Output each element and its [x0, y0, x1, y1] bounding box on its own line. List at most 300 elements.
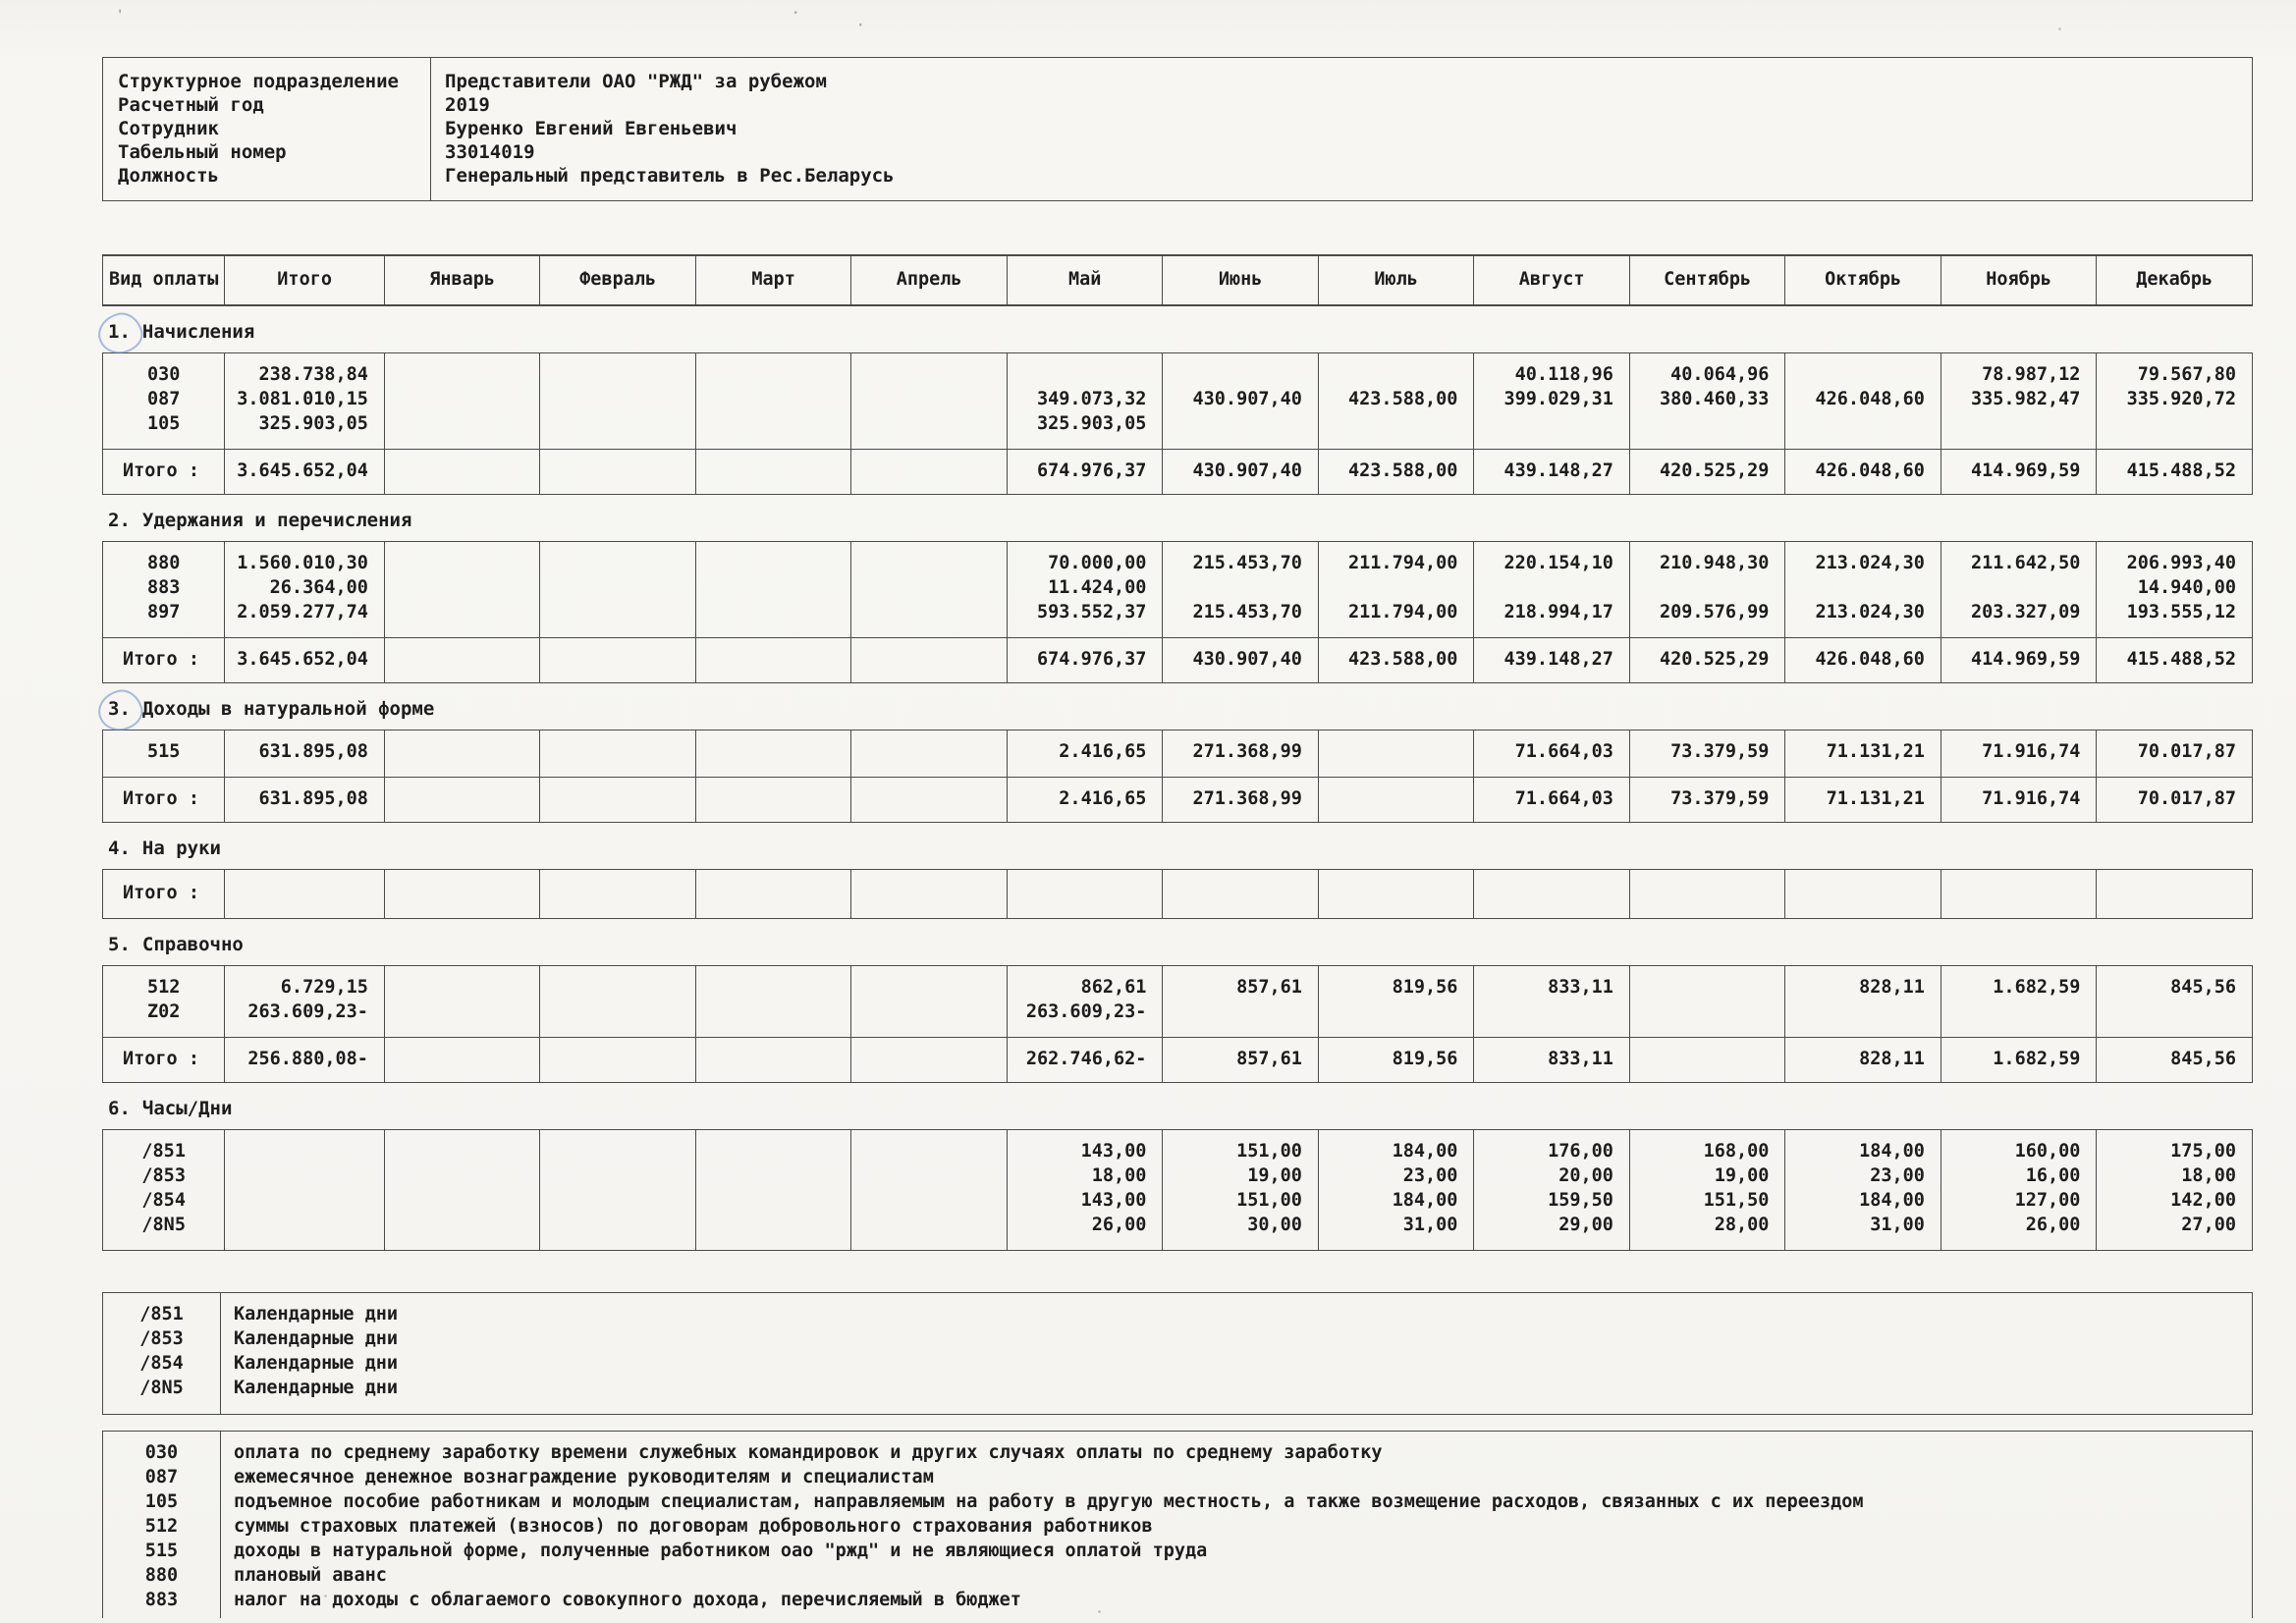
amount-cell — [384, 387, 540, 411]
legend-code-cell: 030 — [144, 1442, 179, 1463]
total-row — [103, 870, 2253, 919]
info-value: Буренко Евгений Евгеньевич — [431, 117, 2253, 140]
pay-type-row — [103, 411, 2253, 450]
amount-cell — [540, 600, 696, 638]
amount-cell: 23,00 — [1318, 1163, 1474, 1188]
month-header-cell: Июнь — [1163, 255, 1319, 305]
amount-cell: 593.552,37 — [1007, 600, 1163, 638]
total-amount-cell — [540, 778, 696, 823]
amount-cell: 263.609,23- — [1007, 1000, 1163, 1038]
amount-cell — [695, 1213, 851, 1251]
amount-cell — [384, 542, 540, 576]
amount-cell: 16,00 — [1941, 1163, 2097, 1188]
pay-type-row — [103, 387, 2253, 411]
amount-cell — [540, 411, 696, 450]
amount-cell — [384, 1130, 540, 1164]
amount-cell: 203.327,09 — [1941, 600, 2097, 638]
info-value: Представители ОАО "РЖД" за рубежом — [431, 58, 2253, 94]
amount-cell: 845,56 — [2097, 966, 2253, 1001]
total-amount-cell — [1474, 870, 1630, 919]
total-amount-cell: 73.379,59 — [1629, 778, 1785, 823]
section-number: 6. — [108, 1098, 131, 1119]
amount-cell: 19,00 — [1163, 1163, 1319, 1188]
amount-cell: 6.729,15 — [225, 966, 385, 1001]
legend-description-cell: суммы страховых платежей (взносов) по договорам добровольного страхования работников — [221, 1514, 2253, 1539]
info-label: Расчетный год — [118, 94, 264, 116]
legend-description-cell: Календарные дни — [221, 1326, 2253, 1351]
amount-cell — [540, 730, 696, 778]
amount-cell: 31,00 — [1785, 1213, 1941, 1251]
legend-days-row — [103, 1351, 2253, 1376]
amount-cell: 19,00 — [1629, 1163, 1785, 1188]
amount-cell — [695, 387, 851, 411]
amount-cell — [695, 730, 851, 778]
total-amount-cell: 439.148,27 — [1474, 638, 1630, 683]
amount-cell — [540, 1130, 696, 1164]
pay-type-code-cell: /853 — [141, 1165, 186, 1186]
month-header-cell: Январь — [384, 255, 540, 305]
total-amount-cell — [1941, 870, 2097, 919]
amount-cell: 31,00 — [1318, 1213, 1474, 1251]
section-title — [108, 697, 2253, 721]
legend-code-cell: /854 — [139, 1353, 184, 1374]
amount-cell: 220.154,10 — [1474, 542, 1630, 576]
total-amount-cell — [225, 870, 385, 919]
legend-description-cell: налог на доходы с облагаемого совокупного дохода, перечисляемый в бюджет — [221, 1588, 2253, 1618]
amount-cell — [851, 387, 1008, 411]
pay-type-row — [103, 1130, 2253, 1164]
amount-cell — [1318, 353, 1474, 388]
section-1 — [102, 320, 2253, 495]
total-amount-cell: 439.148,27 — [1474, 450, 1630, 495]
legend-description-cell: оплата по среднему заработку времени служебных командировок и других случаях оплаты по среднему заработку — [221, 1432, 2253, 1466]
total-amount-cell — [540, 450, 696, 495]
scan-speck: . — [792, 2, 800, 18]
amount-cell: 151,00 — [1163, 1188, 1319, 1213]
payroll-table — [102, 541, 2253, 683]
total-amount-cell — [695, 638, 851, 683]
amount-cell: 11.424,00 — [1007, 575, 1163, 600]
amount-cell — [1941, 411, 2097, 450]
total-amount-cell — [540, 870, 696, 919]
amount-cell — [1629, 575, 1785, 600]
total-amount-cell — [2097, 870, 2253, 919]
amount-cell — [1318, 1000, 1474, 1038]
payroll-table — [102, 965, 2253, 1083]
total-amount-cell — [384, 450, 540, 495]
amount-cell — [225, 1213, 385, 1251]
total-amount-cell: 857,61 — [1163, 1038, 1319, 1083]
amount-cell: 857,61 — [1163, 966, 1319, 1001]
total-amount-cell: 420.525,29 — [1629, 450, 1785, 495]
amount-cell — [851, 1130, 1008, 1164]
section-title-text: Часы/Дни — [141, 1098, 233, 1119]
amount-cell — [851, 353, 1008, 388]
total-amount-cell: 71.131,21 — [1785, 778, 1941, 823]
total-amount-cell — [695, 778, 851, 823]
total-amount-cell — [384, 638, 540, 683]
amount-cell — [695, 1188, 851, 1213]
pay-type-row — [103, 966, 2253, 1001]
amount-cell: 215.453,70 — [1163, 542, 1319, 576]
amount-cell: 71.916,74 — [1941, 730, 2097, 778]
amount-cell: 2.059.277,74 — [225, 600, 385, 638]
amount-cell: 335.982,47 — [1941, 387, 2097, 411]
amount-cell — [851, 600, 1008, 638]
amount-cell: 819,56 — [1318, 966, 1474, 1001]
amount-cell — [851, 575, 1008, 600]
legend-codes-table — [102, 1431, 2253, 1618]
amount-cell — [1629, 966, 1785, 1001]
total-amount-cell — [540, 638, 696, 683]
amount-cell: 71.664,03 — [1474, 730, 1630, 778]
legend-code-cell: /8N5 — [139, 1378, 184, 1398]
legend-days-row — [103, 1376, 2253, 1415]
section-2 — [102, 509, 2253, 683]
legend-description-cell: плановый аванс — [221, 1563, 2253, 1588]
total-label-cell: Итого : — [123, 883, 199, 903]
amount-cell — [851, 730, 1008, 778]
amount-cell: 1.560.010,30 — [225, 542, 385, 576]
amount-cell — [384, 966, 540, 1001]
amount-cell — [1007, 353, 1163, 388]
legend-code-cell: 087 — [144, 1467, 179, 1488]
amount-cell — [851, 966, 1008, 1001]
amount-cell: 325.903,05 — [1007, 411, 1163, 450]
amount-cell — [1474, 411, 1630, 450]
month-header-cell: Вид оплаты — [109, 269, 219, 290]
amount-cell — [540, 1163, 696, 1188]
info-row — [103, 58, 2253, 94]
amount-cell: 399.029,31 — [1474, 387, 1630, 411]
section-title-text: На руки — [141, 838, 221, 859]
total-label-cell: Итого : — [103, 1038, 225, 1083]
amount-cell — [1941, 1000, 2097, 1038]
amount-cell — [225, 1163, 385, 1188]
info-row — [103, 140, 2253, 164]
info-value: 33014019 — [431, 140, 2253, 164]
amount-cell — [1163, 1000, 1319, 1038]
legend-codes-row — [103, 1539, 2253, 1563]
total-amount-cell — [1318, 778, 1474, 823]
pay-type-row — [103, 1163, 2253, 1188]
amount-cell: 18,00 — [2097, 1163, 2253, 1188]
total-amount-cell: 426.048,60 — [1785, 638, 1941, 683]
amount-cell — [695, 575, 851, 600]
amount-cell: 28,00 — [1629, 1213, 1785, 1251]
section-title — [108, 837, 2253, 860]
amount-cell: 193.555,12 — [2097, 600, 2253, 638]
amount-cell: 127,00 — [1941, 1188, 2097, 1213]
amount-cell: 168,00 — [1629, 1130, 1785, 1164]
pay-type-code-cell: /854 — [141, 1190, 186, 1211]
amount-cell: 862,61 — [1007, 966, 1163, 1001]
legend-code-cell: 105 — [144, 1491, 179, 1512]
pen-circled-section-number: 1. — [108, 321, 131, 343]
legend-codes-row — [103, 1514, 2253, 1539]
info-row — [103, 93, 2253, 117]
months-header-row — [103, 255, 2253, 305]
section-number: 2. — [108, 510, 131, 531]
month-header-cell: Ноябрь — [1941, 255, 2097, 305]
section-title — [108, 933, 2253, 956]
amount-cell: 426.048,60 — [1785, 387, 1941, 411]
amount-cell: 2.416,65 — [1007, 730, 1163, 778]
employee-info-table — [102, 57, 2253, 201]
total-amount-cell: 70.017,87 — [2097, 778, 2253, 823]
total-amount-cell: 1.682,59 — [1941, 1038, 2097, 1083]
amount-cell: 209.576,99 — [1629, 600, 1785, 638]
pen-circled-section-number: 3. — [108, 698, 131, 720]
amount-cell: 26,00 — [1007, 1213, 1163, 1251]
total-amount-cell: 262.746,62- — [1007, 1038, 1163, 1083]
amount-cell: 175,00 — [2097, 1130, 2253, 1164]
amount-cell — [540, 353, 696, 388]
amount-cell: 27,00 — [2097, 1213, 2253, 1251]
total-amount-cell: 2.416,65 — [1007, 778, 1163, 823]
pay-type-code-cell: 883 — [146, 577, 181, 598]
legend-description-cell: Календарные дни — [221, 1376, 2253, 1415]
amount-cell: 218.994,17 — [1474, 600, 1630, 638]
total-amount-cell: 420.525,29 — [1629, 638, 1785, 683]
amount-cell — [851, 411, 1008, 450]
amount-cell — [1629, 411, 1785, 450]
amount-cell: 211.794,00 — [1318, 600, 1474, 638]
pay-type-row — [103, 1000, 2253, 1038]
payroll-table — [102, 730, 2253, 823]
amount-cell: 159,50 — [1474, 1188, 1630, 1213]
pay-type-row — [103, 353, 2253, 388]
amount-cell — [851, 1188, 1008, 1213]
amount-cell: 184,00 — [1785, 1130, 1941, 1164]
amount-cell: 349.073,32 — [1007, 387, 1163, 411]
amount-cell: 213.024,30 — [1785, 542, 1941, 576]
amount-cell: 184,00 — [1318, 1130, 1474, 1164]
amount-cell: 335.920,72 — [2097, 387, 2253, 411]
amount-cell: 828,11 — [1785, 966, 1941, 1001]
month-header-cell: Июль — [1318, 255, 1474, 305]
total-amount-cell — [384, 1038, 540, 1083]
amount-cell: 71.131,21 — [1785, 730, 1941, 778]
total-amount-cell: 430.907,40 — [1163, 450, 1319, 495]
total-amount-cell — [1785, 870, 1941, 919]
amount-cell: 18,00 — [1007, 1163, 1163, 1188]
amount-cell: 151,50 — [1629, 1188, 1785, 1213]
amount-cell — [1785, 353, 1941, 388]
legend-codes-row — [103, 1563, 2253, 1588]
pay-type-code-cell: /8N5 — [141, 1215, 186, 1235]
legend-description-cell: Календарные дни — [221, 1293, 2253, 1327]
info-label: Должность — [118, 165, 219, 187]
amount-cell: 78.987,12 — [1941, 353, 2097, 388]
amount-cell — [695, 353, 851, 388]
info-row — [103, 117, 2253, 140]
legend-code-cell: 515 — [144, 1541, 179, 1561]
section-title-text: Справочно — [141, 934, 244, 955]
info-row — [103, 164, 2253, 201]
scan-speck: ' — [116, 8, 125, 24]
section-6 — [102, 1097, 2253, 1251]
legend-codes-row — [103, 1588, 2253, 1618]
amount-cell — [384, 575, 540, 600]
legend-code-cell: 880 — [144, 1565, 179, 1586]
amount-cell — [384, 1213, 540, 1251]
legend-code-cell: 512 — [144, 1516, 179, 1537]
amount-cell: 631.895,08 — [225, 730, 385, 778]
info-label: Табельный номер — [118, 141, 287, 163]
amount-cell: 3.081.010,15 — [225, 387, 385, 411]
section-title — [108, 1097, 2253, 1120]
total-label-cell: Итого : — [103, 778, 225, 823]
total-amount-cell — [384, 870, 540, 919]
amount-cell — [695, 1000, 851, 1038]
amount-cell: 151,00 — [1163, 1130, 1319, 1164]
amount-cell: 23,00 — [1785, 1163, 1941, 1188]
pay-type-code-cell: 087 — [146, 389, 181, 409]
amount-cell: 184,00 — [1318, 1188, 1474, 1213]
total-amount-cell: 674.976,37 — [1007, 450, 1163, 495]
amount-cell — [1163, 353, 1319, 388]
payroll-table — [102, 1129, 2253, 1251]
amount-cell — [384, 730, 540, 778]
total-amount-cell: 819,56 — [1318, 1038, 1474, 1083]
amount-cell: 73.379,59 — [1629, 730, 1785, 778]
pay-type-row — [103, 575, 2253, 600]
total-amount-cell: 631.895,08 — [225, 778, 385, 823]
total-row — [103, 450, 2253, 495]
amount-cell — [384, 353, 540, 388]
total-amount-cell — [695, 870, 851, 919]
total-amount-cell — [851, 638, 1008, 683]
month-header-cell: Итого — [225, 255, 385, 305]
pay-type-code-cell: 512 — [146, 977, 181, 998]
total-amount-cell: 271.368,99 — [1163, 778, 1319, 823]
amount-cell: 263.609,23- — [225, 1000, 385, 1038]
month-header-cell: Апрель — [851, 255, 1008, 305]
total-amount-cell: 845,56 — [2097, 1038, 2253, 1083]
amount-cell — [384, 1163, 540, 1188]
amount-cell — [384, 1000, 540, 1038]
legend-description-cell: подъемное пособие работникам и молодым специалистам, направляемым на работу в другую местность, а также возмещение расходов, связанных с их переездом — [221, 1489, 2253, 1514]
months-header-table — [102, 254, 2253, 306]
amount-cell — [851, 1000, 1008, 1038]
amount-cell — [1785, 575, 1941, 600]
total-amount-cell — [1163, 870, 1319, 919]
amount-cell: 238.738,84 — [225, 353, 385, 388]
payroll-table — [102, 869, 2253, 919]
legend-codes-row — [103, 1489, 2253, 1514]
pay-type-row — [103, 1213, 2253, 1251]
section-title — [108, 320, 2253, 344]
amount-cell: 380.460,33 — [1629, 387, 1785, 411]
legend-description-cell: Календарные дни — [221, 1351, 2253, 1376]
section-number: 5. — [108, 934, 131, 955]
total-amount-cell: 71.664,03 — [1474, 778, 1630, 823]
total-row — [103, 638, 2253, 683]
total-amount-cell: 256.880,08- — [225, 1038, 385, 1083]
pay-type-code-cell: 897 — [146, 602, 181, 622]
amount-cell: 325.903,05 — [225, 411, 385, 450]
section-title-text: Удержания и перечисления — [141, 510, 412, 531]
total-amount-cell — [1629, 870, 1785, 919]
month-header-cell: Август — [1474, 255, 1630, 305]
pay-type-code-cell: /851 — [141, 1141, 186, 1162]
payroll-sections — [102, 320, 2253, 1251]
total-amount-cell: 430.907,40 — [1163, 638, 1319, 683]
amount-cell — [1318, 575, 1474, 600]
section-5 — [102, 933, 2253, 1083]
amount-cell — [695, 1163, 851, 1188]
legend-description-cell: доходы в натуральной форме, полученные работником оао "ржд" и не являющиеся оплатой труда — [221, 1539, 2253, 1563]
amount-cell — [851, 542, 1008, 576]
total-amount-cell: 833,11 — [1474, 1038, 1630, 1083]
month-header-cell: Март — [695, 255, 851, 305]
amount-cell — [695, 411, 851, 450]
amount-cell: 184,00 — [1785, 1188, 1941, 1213]
total-amount-cell: 414.969,59 — [1941, 450, 2097, 495]
amount-cell: 142,00 — [2097, 1188, 2253, 1213]
total-amount-cell: 423.588,00 — [1318, 638, 1474, 683]
amount-cell: 213.024,30 — [1785, 600, 1941, 638]
amount-cell — [1941, 575, 2097, 600]
pay-type-row — [103, 600, 2253, 638]
amount-cell — [1474, 1000, 1630, 1038]
total-amount-cell: 71.916,74 — [1941, 778, 2097, 823]
legend-days-row — [103, 1326, 2253, 1351]
payroll-table — [102, 352, 2253, 495]
amount-cell: 143,00 — [1007, 1188, 1163, 1213]
amount-cell: 176,00 — [1474, 1130, 1630, 1164]
amount-cell — [540, 542, 696, 576]
legend-description-cell: ежемесячное денежное вознаграждение руководителям и специалистам — [221, 1465, 2253, 1489]
scan-speck: · — [856, 18, 865, 33]
total-amount-cell: 3.645.652,04 — [225, 450, 385, 495]
amount-cell — [851, 1163, 1008, 1188]
month-header-cell: Декабрь — [2097, 255, 2253, 305]
pay-type-row — [103, 730, 2253, 778]
total-row — [103, 1038, 2253, 1083]
total-amount-cell — [695, 450, 851, 495]
section-title-text: Доходы в натуральной форме — [141, 698, 435, 720]
amount-cell — [384, 600, 540, 638]
total-amount-cell — [1629, 1038, 1785, 1083]
amount-cell — [540, 1000, 696, 1038]
amount-cell: 143,00 — [1007, 1130, 1163, 1164]
total-amount-cell: 423.588,00 — [1318, 450, 1474, 495]
total-amount-cell — [384, 778, 540, 823]
legend-code-cell: /851 — [139, 1304, 184, 1325]
amount-cell: 215.453,70 — [1163, 600, 1319, 638]
amount-cell — [1163, 411, 1319, 450]
amount-cell: 210.948,30 — [1629, 542, 1785, 576]
amount-cell — [540, 575, 696, 600]
amount-cell: 423.588,00 — [1318, 387, 1474, 411]
amount-cell: 70.017,87 — [2097, 730, 2253, 778]
amount-cell — [1785, 1000, 1941, 1038]
amount-cell: 211.642,50 — [1941, 542, 2097, 576]
amount-cell: 271.368,99 — [1163, 730, 1319, 778]
amount-cell: 26,00 — [1941, 1213, 2097, 1251]
legend-codes-row — [103, 1432, 2253, 1466]
amount-cell: 160,00 — [1941, 1130, 2097, 1164]
amount-cell — [384, 1188, 540, 1213]
amount-cell: 79.567,80 — [2097, 353, 2253, 388]
amount-cell — [225, 1130, 385, 1164]
amount-cell: 29,00 — [1474, 1213, 1630, 1251]
scan-speck — [2058, 27, 2061, 30]
pay-type-code-cell: 515 — [146, 741, 181, 762]
amount-cell: 26.364,00 — [225, 575, 385, 600]
